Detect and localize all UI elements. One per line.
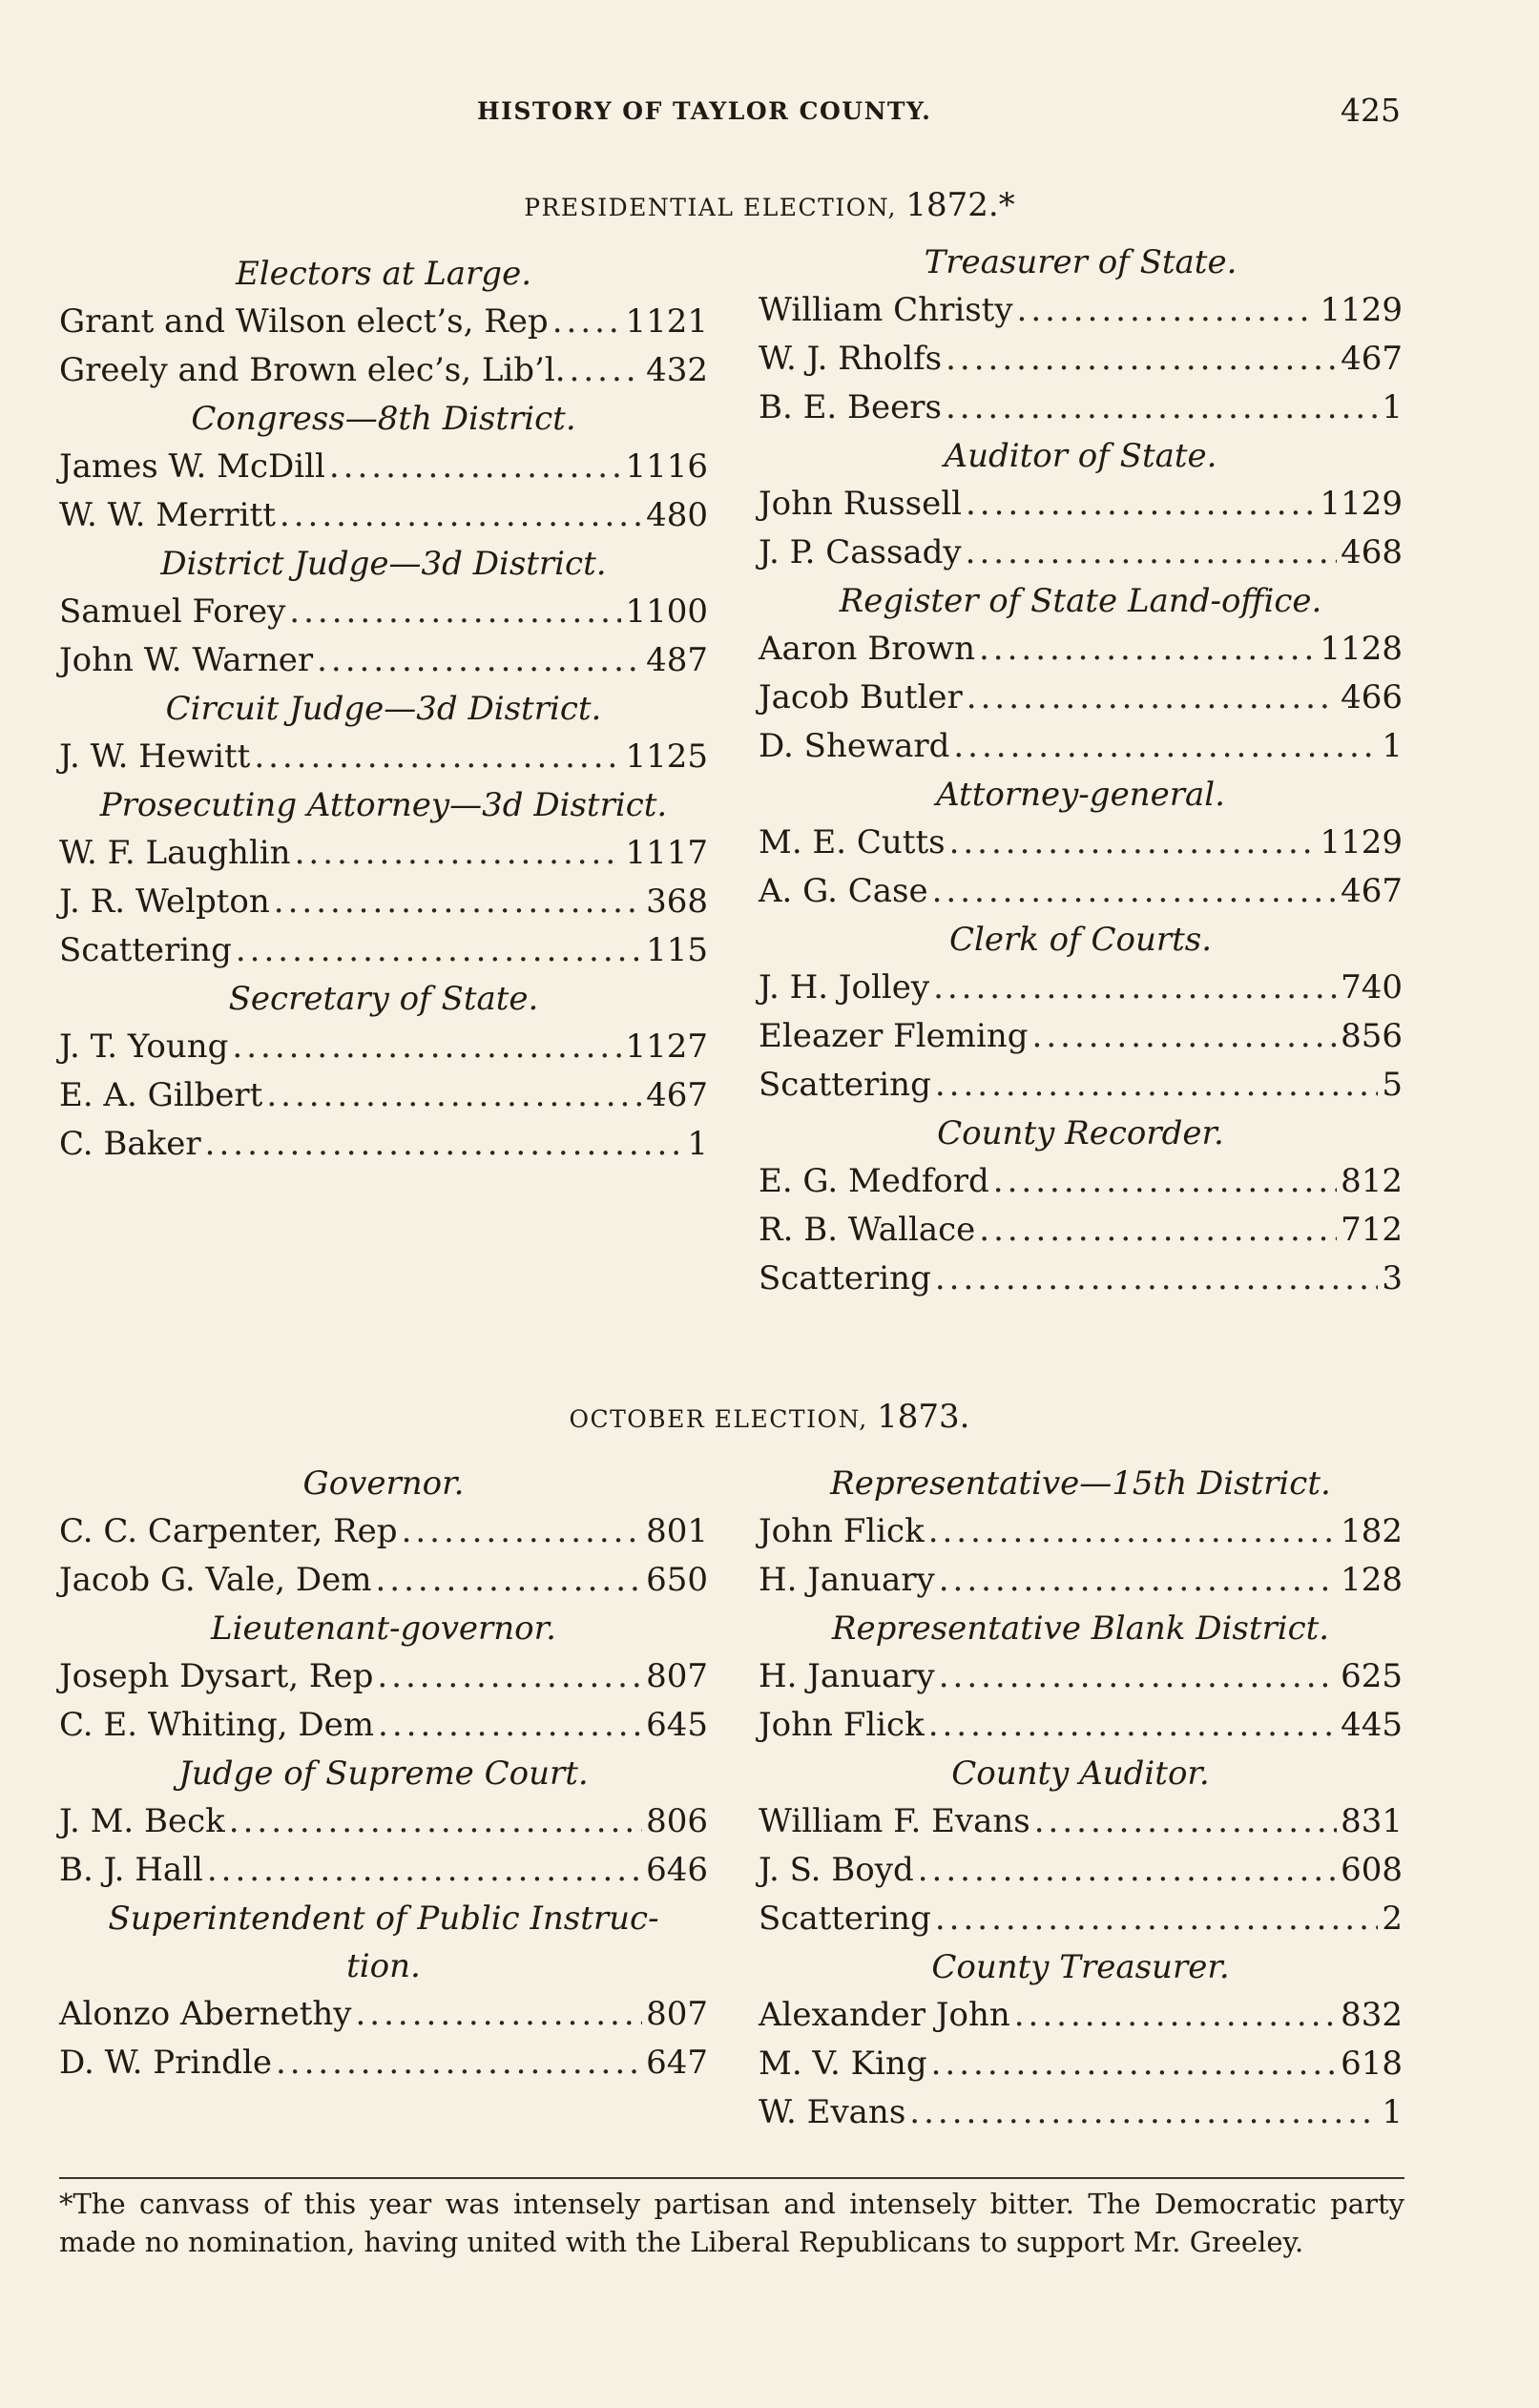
office-heading: Judge of Supreme Court. [178, 1754, 589, 1793]
office-heading: Electors at Large. [235, 255, 532, 293]
candidate-name: D. Sheward [759, 727, 950, 765]
vote-count: 645 [646, 1706, 708, 1744]
dot-leader [949, 819, 1317, 867]
office-heading: County Recorder. [937, 1114, 1224, 1152]
result-row [759, 1255, 1403, 1303]
dot-leader [979, 625, 1317, 674]
result-row [759, 722, 1403, 771]
candidate-name: John Russell [759, 485, 962, 523]
vote-count: 618 [1341, 2045, 1403, 2083]
candidate-name: M. V. King [759, 2045, 927, 2083]
dot-leader [966, 529, 1337, 577]
vote-count: 807 [646, 1995, 708, 2033]
dot-leader [402, 1507, 643, 1556]
vote-count: 182 [1341, 1512, 1403, 1550]
result-row [59, 443, 708, 491]
candidate-name: C. C. Carpenter, Rep [59, 1512, 398, 1550]
office-heading-line: Superintendent of Public Instruc- [108, 1899, 659, 1938]
dot-leader [207, 1846, 642, 1895]
office-heading [59, 1895, 708, 1990]
vote-count: 1129 [1320, 291, 1403, 329]
candidate-name: Jacob Butler [759, 678, 963, 716]
result-row [59, 1507, 708, 1556]
result-row [759, 1061, 1403, 1110]
dot-leader [1032, 1012, 1338, 1061]
dot-leader [295, 829, 622, 878]
result-row [59, 1120, 708, 1169]
vote-count: 487 [646, 641, 708, 679]
section-title-text: PRESIDENTIAL ELECTION, [524, 194, 897, 221]
dot-leader [289, 588, 621, 636]
dot-leader [552, 298, 622, 346]
dot-leader [266, 1071, 642, 1120]
section-title-presidential-1872 [0, 186, 1539, 224]
dot-leader [933, 964, 1337, 1012]
vote-count: 480 [646, 496, 708, 534]
dot-leader [229, 1797, 642, 1846]
office-heading: Governor. [302, 1464, 465, 1503]
vote-count: 806 [646, 1802, 708, 1840]
vote-count: 1129 [1320, 823, 1403, 861]
vote-count: 368 [646, 882, 708, 921]
result-row [59, 1701, 708, 1750]
candidate-name: H. January [759, 1657, 935, 1695]
section-title-year: 1872.* [905, 186, 1015, 224]
vote-count: 856 [1341, 1017, 1403, 1055]
dot-leader [946, 335, 1337, 384]
candidate-name: C. E. Whiting, Dem [59, 1706, 375, 1744]
office-heading: District Judge—3d District. [160, 545, 607, 583]
candidate-name: Scattering [759, 1066, 931, 1104]
vote-count: 807 [646, 1657, 708, 1695]
result-row [59, 1846, 708, 1895]
vote-count: 740 [1341, 968, 1403, 1007]
footnote: *The canvass of this year was intensely partisan and intensely bitter. The Democratic party made no nomination, having united with the Liberal Republicans to support Mr. Greeley. [59, 2188, 1404, 2258]
dot-leader [966, 480, 1317, 529]
candidate-name: M. E. Cutts [759, 823, 946, 861]
dot-leader [254, 733, 621, 781]
result-row [759, 1157, 1403, 1206]
result-row [59, 829, 708, 878]
candidate-name: William F. Evans [759, 1802, 1030, 1840]
vote-count: 3 [1382, 1259, 1403, 1297]
section2-right-column [759, 1460, 1403, 2137]
vote-count: 646 [646, 1851, 708, 1889]
result-row [59, 491, 708, 540]
dot-leader [1014, 1991, 1337, 2040]
result-row [759, 867, 1403, 916]
vote-count: 128 [1341, 1561, 1403, 1599]
vote-count: 812 [1341, 1162, 1403, 1200]
vote-count: 801 [646, 1512, 708, 1550]
dot-leader [932, 867, 1338, 916]
dot-leader [355, 1990, 642, 2039]
vote-count: 1116 [625, 447, 708, 486]
office-heading: Secretary of State. [228, 980, 539, 1018]
office-heading: Prosecuting Attorney—3d District. [99, 786, 668, 824]
dot-leader [205, 1120, 684, 1169]
office-heading: Congress—8th District. [191, 400, 576, 438]
dot-leader [276, 2039, 642, 2087]
dot-leader [274, 878, 642, 926]
running-head-title: HISTORY OF TAYLOR COUNTY. [477, 97, 932, 125]
section2-left-column [59, 1460, 708, 2087]
candidate-name: Eleazer Fleming [759, 1017, 1029, 1055]
result-row [759, 1797, 1403, 1846]
vote-count: 468 [1341, 533, 1403, 571]
result-row [59, 1071, 708, 1120]
candidate-name: Scattering [59, 931, 232, 969]
dot-leader [236, 926, 642, 975]
result-row [759, 625, 1403, 674]
vote-count: 650 [646, 1561, 708, 1599]
candidate-name: James W. McDill [59, 447, 325, 486]
candidate-name: Jacob G. Vale, Dem [59, 1561, 372, 1599]
dot-leader [329, 443, 622, 491]
result-row [59, 636, 708, 685]
vote-count: 1129 [1320, 485, 1403, 523]
candidate-name: Joseph Dysart, Rep [59, 1657, 374, 1695]
dot-leader [1034, 1797, 1337, 1846]
vote-count: 467 [1341, 872, 1403, 910]
candidate-name: William Christy [759, 291, 1013, 329]
result-row [759, 529, 1403, 577]
vote-count: 466 [1341, 678, 1403, 716]
office-heading: Lieutenant-governor. [211, 1609, 556, 1648]
result-row [759, 384, 1403, 432]
vote-count: 467 [646, 1076, 708, 1114]
candidate-name: John W. Warner [59, 641, 314, 679]
vote-count: 115 [646, 931, 708, 969]
result-row [759, 1556, 1403, 1605]
dot-leader [939, 1556, 1337, 1605]
office-heading: County Treasurer. [931, 1948, 1230, 1986]
footnote-rule [59, 2177, 1404, 2179]
candidate-name: W. W. Merritt [59, 496, 276, 534]
section1-left-column [59, 250, 708, 1169]
dot-leader [935, 1255, 1379, 1303]
candidate-name: Grant and Wilson elect’s, Rep [59, 302, 549, 341]
office-heading: Representative Blank District. [831, 1609, 1330, 1648]
candidate-name: W. J. Rholfs [759, 340, 943, 378]
dot-leader [931, 2040, 1338, 2088]
office-heading: Attorney-general. [936, 776, 1225, 814]
vote-count: 1128 [1320, 630, 1403, 668]
candidate-name: J. M. Beck [59, 1802, 225, 1840]
office-heading: Auditor of State. [944, 437, 1217, 475]
candidate-name: John Flick [759, 1512, 925, 1550]
section1-right-column [759, 239, 1403, 1303]
office-heading: Clerk of Courts. [948, 921, 1213, 959]
candidate-name: Alexander John [759, 1996, 1010, 2034]
result-row [759, 2040, 1403, 2088]
result-row [59, 346, 708, 395]
vote-count: 1125 [625, 737, 708, 776]
vote-count: 1 [687, 1125, 708, 1163]
candidate-name: D. W. Prindle [59, 2044, 272, 2082]
vote-count: 1127 [625, 1028, 708, 1066]
result-row [59, 926, 708, 975]
result-row [759, 1846, 1403, 1895]
office-heading: Circuit Judge—3d District. [165, 690, 602, 728]
dot-leader [317, 636, 642, 685]
candidate-name: J. S. Boyd [759, 1851, 914, 1889]
result-row [759, 1652, 1403, 1701]
running-head [0, 92, 1539, 135]
vote-count: 5 [1382, 1066, 1403, 1104]
dot-leader [375, 1556, 642, 1605]
result-row [759, 1012, 1403, 1061]
vote-count: 647 [646, 2044, 708, 2082]
dot-leader [935, 1895, 1379, 1943]
result-row [59, 1990, 708, 2039]
vote-count: 608 [1341, 1851, 1403, 1889]
candidate-name: B. E. Beers [759, 388, 942, 426]
vote-count: 2 [1382, 1899, 1403, 1938]
vote-count: 1117 [625, 834, 708, 872]
dot-leader [232, 1023, 621, 1071]
dot-leader [967, 674, 1337, 722]
dot-leader [953, 722, 1378, 771]
candidate-name: E. A. Gilbert [59, 1076, 263, 1114]
vote-count: 712 [1341, 1211, 1403, 1249]
result-row [759, 1507, 1403, 1556]
candidate-name: J. H. Jolley [759, 968, 930, 1007]
dot-leader [946, 384, 1378, 432]
result-row [59, 2039, 708, 2087]
vote-count: 1 [1382, 2093, 1403, 2131]
result-row [759, 1991, 1403, 2040]
candidate-name: John Flick [759, 1706, 925, 1744]
candidate-name: Alonzo Abernethy [59, 1995, 352, 2033]
result-row [59, 1797, 708, 1846]
candidate-name: Aaron Brown [759, 630, 975, 668]
candidate-name: B. J. Hall [59, 1851, 203, 1889]
section-title-october-1873 [0, 1398, 1539, 1436]
result-row [59, 1556, 708, 1605]
candidate-name: J. T. Young [59, 1028, 229, 1066]
result-row [59, 298, 708, 346]
result-row [759, 1206, 1403, 1255]
result-row [59, 733, 708, 781]
dot-leader [928, 1701, 1337, 1750]
office-heading: County Auditor. [951, 1754, 1210, 1793]
candidate-name: J. R. Welpton [59, 882, 270, 921]
result-row [59, 878, 708, 926]
office-heading-line: tion. [346, 1947, 421, 1985]
candidate-name: H. January [759, 1561, 935, 1599]
result-row [59, 1023, 708, 1071]
candidate-name: E. G. Medford [759, 1162, 989, 1200]
dot-leader [979, 1206, 1337, 1255]
candidate-name: W. F. Laughlin [59, 834, 291, 872]
dot-leader [1017, 286, 1317, 335]
office-heading: Representative—15th District. [830, 1464, 1331, 1503]
vote-count: 625 [1341, 1657, 1403, 1695]
dot-leader [928, 1507, 1337, 1556]
candidate-name: A. G. Case [759, 872, 928, 910]
result-row [759, 480, 1403, 529]
vote-count: 832 [1341, 1996, 1403, 2034]
result-row [759, 2088, 1403, 2137]
candidate-name: J. P. Cassady [759, 533, 962, 571]
vote-count: 467 [1341, 340, 1403, 378]
candidate-name: Scattering [759, 1259, 931, 1297]
section-title-year: 1873. [877, 1398, 970, 1436]
vote-count: 1 [1382, 727, 1403, 765]
candidate-name: Greely and Brown elec’s, Lib’l. [59, 351, 566, 389]
vote-count: 1121 [625, 302, 708, 341]
dot-leader [280, 491, 642, 540]
candidate-name: C. Baker [59, 1125, 201, 1163]
dot-leader [935, 1061, 1379, 1110]
section-title-text: OCTOBER ELECTION, [569, 1405, 868, 1433]
page-number: 425 [1341, 92, 1401, 129]
vote-count: 831 [1341, 1802, 1403, 1840]
vote-count: 1 [1382, 388, 1403, 426]
office-heading: Treasurer of State. [924, 243, 1237, 281]
dot-leader [377, 1652, 642, 1701]
dot-leader [570, 346, 643, 395]
candidate-name: J. W. Hewitt [59, 737, 251, 776]
vote-count: 445 [1341, 1706, 1403, 1744]
candidate-name: W. Evans [759, 2093, 906, 2131]
dot-leader [909, 2088, 1378, 2137]
candidate-name: Scattering [759, 1899, 931, 1938]
dot-leader [918, 1846, 1337, 1895]
dot-leader [378, 1701, 642, 1750]
vote-count: 432 [646, 351, 708, 389]
result-row [759, 674, 1403, 722]
result-row [759, 1701, 1403, 1750]
result-row [759, 964, 1403, 1012]
candidate-name: R. B. Wallace [759, 1211, 976, 1249]
office-heading: Register of State Land-office. [839, 582, 1322, 620]
candidate-name: Samuel Forey [59, 592, 286, 631]
dot-leader [993, 1157, 1337, 1206]
result-row [759, 286, 1403, 335]
result-row [759, 335, 1403, 384]
vote-count: 1100 [625, 592, 708, 631]
dot-leader [939, 1652, 1337, 1701]
result-row [759, 819, 1403, 867]
result-row [759, 1895, 1403, 1943]
result-row [59, 1652, 708, 1701]
result-row [59, 588, 708, 636]
